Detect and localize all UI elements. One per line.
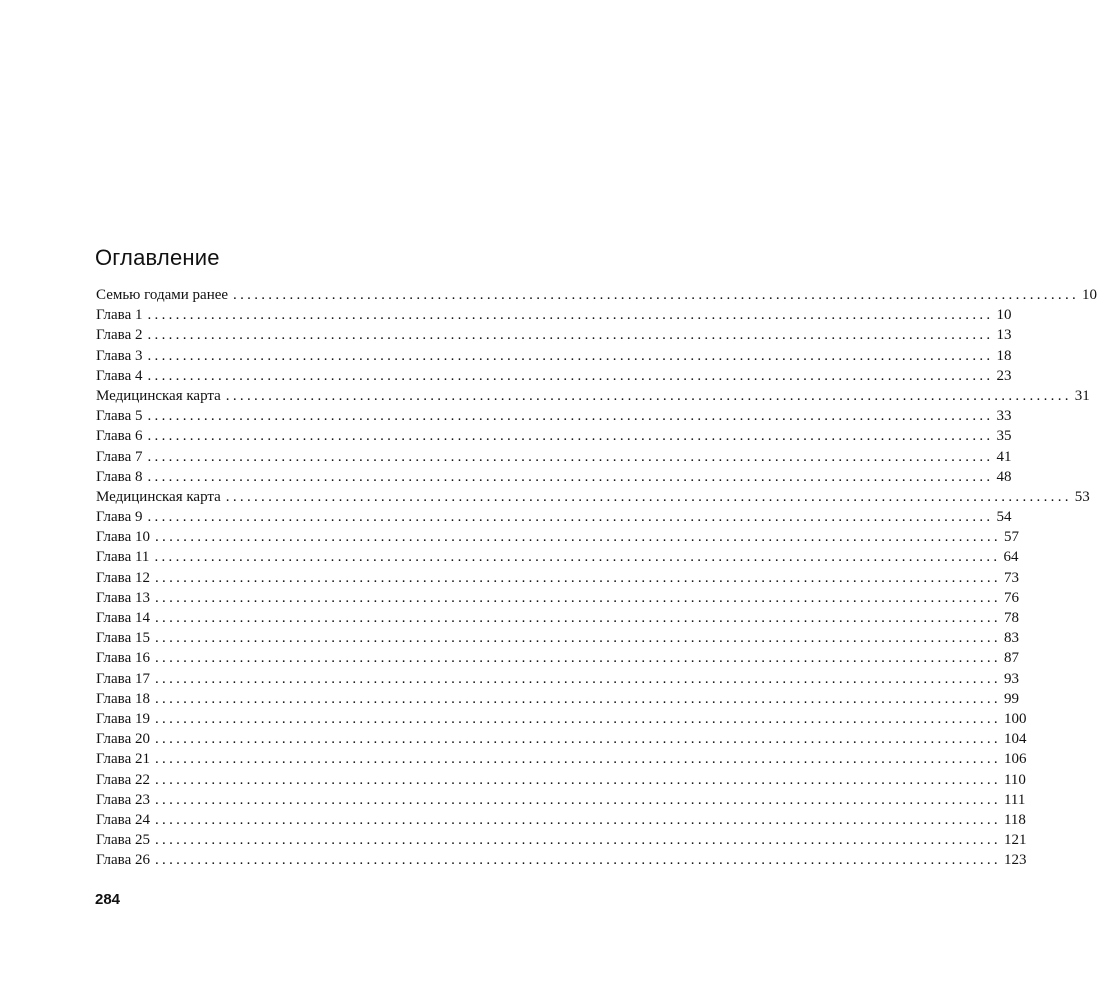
dot-leader: ........................................................................................................................ bbox=[147, 428, 994, 445]
toc-entry-label: Глава 24 bbox=[96, 811, 150, 828]
toc-entry-label: Медицинская карта bbox=[96, 488, 221, 505]
toc-entry bbox=[96, 770, 1026, 790]
toc-entry bbox=[96, 568, 1019, 588]
dot-leader: ........................................................................................................................ bbox=[154, 670, 1001, 687]
dot-leader: ........................................................................................................................ bbox=[154, 529, 1001, 546]
toc-entry-page: 87 bbox=[1003, 650, 1019, 667]
toc-entry bbox=[96, 729, 1027, 749]
toc-entry bbox=[96, 648, 1019, 668]
page-number: 284 bbox=[95, 891, 121, 908]
dot-leader: ........................................................................................................................ bbox=[225, 387, 1072, 404]
toc-entry-page: 121 bbox=[1003, 832, 1027, 849]
toc-entry-label: Глава 17 bbox=[96, 670, 150, 687]
toc-entry-page: 31 bbox=[1074, 387, 1090, 404]
toc-entry bbox=[96, 749, 1027, 769]
toc-entry bbox=[96, 608, 1019, 628]
toc-entry-label: Глава 7 bbox=[96, 448, 143, 465]
toc-entry bbox=[96, 325, 1012, 345]
toc-entry-page: 93 bbox=[1003, 670, 1019, 687]
toc-entry bbox=[96, 467, 1012, 487]
toc-entry bbox=[96, 810, 1026, 830]
dot-leader: ........................................................................................................................ bbox=[154, 589, 1001, 606]
toc-entry bbox=[96, 830, 1027, 850]
toc-entry-label: Глава 5 bbox=[96, 408, 143, 425]
dot-leader: ........................................................................................................................ bbox=[147, 367, 994, 384]
dot-leader: ........................................................................................................................ bbox=[147, 327, 994, 344]
toc-entry-page: 104 bbox=[1003, 731, 1027, 748]
toc-entry bbox=[96, 426, 1012, 446]
toc-entry-label: Глава 14 bbox=[96, 610, 150, 626]
dot-leader: ........................................................................................................................ bbox=[225, 488, 1072, 505]
toc-entry-label: Глава 21 bbox=[96, 751, 150, 768]
dot-leader: ........................................................................................................................ bbox=[147, 448, 994, 465]
toc-entry bbox=[96, 285, 1097, 305]
toc-entry-page: 100 bbox=[1003, 710, 1027, 727]
toc-entry-page: 13 bbox=[996, 327, 1012, 344]
dot-leader: ........................................................................................................................ bbox=[154, 731, 1001, 748]
dot-leader: ........................................................................................................................ bbox=[154, 751, 1001, 768]
dot-leader: ........................................................................................................................ bbox=[154, 791, 1001, 808]
toc-entry bbox=[96, 709, 1027, 729]
toc-entry-label: Глава 22 bbox=[96, 771, 150, 788]
toc-entry-page: 118 bbox=[1003, 811, 1026, 828]
toc-entry-page: 106 bbox=[1003, 751, 1027, 768]
toc-entry-label: Глава 3 bbox=[96, 347, 143, 364]
page-title: Оглавление bbox=[95, 245, 220, 270]
dot-leader: ........................................................................................................................ bbox=[147, 468, 994, 485]
dot-leader: ........................................................................................................................ bbox=[154, 852, 1001, 869]
toc-entry bbox=[96, 588, 1019, 608]
table-of-contents bbox=[96, 285, 1097, 870]
toc-entry-label: Медицинская карта bbox=[96, 387, 221, 404]
dot-leader: ........................................................................................................................ bbox=[154, 771, 1001, 788]
toc-entry-label: Глава 2 bbox=[96, 327, 143, 344]
toc-entry-label: Глава 18 bbox=[96, 690, 150, 707]
toc-entry bbox=[96, 447, 1012, 467]
dot-leader: ........................................................................................................................ bbox=[147, 408, 994, 425]
toc-entry-page: 111 bbox=[1003, 791, 1026, 808]
toc-entry-label: Глава 13 bbox=[96, 589, 150, 606]
toc-entry-page: 23 bbox=[996, 367, 1012, 384]
dot-leader: ........................................................................................................................ bbox=[154, 610, 1001, 626]
toc-entry-label: Глава 20 bbox=[96, 731, 150, 748]
toc-entry-page: 83 bbox=[1003, 630, 1019, 647]
toc-entry-page: 53 bbox=[1074, 488, 1090, 505]
toc-entry-label: Глава 6 bbox=[96, 428, 143, 445]
toc-entry-page: 123 bbox=[1003, 852, 1027, 869]
toc-entry-label: Глава 15 bbox=[96, 630, 150, 647]
dot-leader: ........................................................................................................................ bbox=[154, 832, 1001, 849]
toc-entry-page: 64 bbox=[1003, 549, 1019, 566]
toc-entry bbox=[96, 527, 1019, 547]
toc-entry-page: 54 bbox=[996, 509, 1012, 526]
toc-entry-page: 110 bbox=[1003, 771, 1026, 788]
dot-leader: ........................................................................................................................ bbox=[154, 710, 1001, 727]
toc-entry bbox=[96, 689, 1019, 709]
toc-entry-label: Глава 4 bbox=[96, 367, 143, 384]
toc-entry bbox=[96, 850, 1027, 870]
toc-entry-label: Глава 25 bbox=[96, 832, 150, 849]
toc-entry-page: 73 bbox=[1003, 569, 1019, 586]
toc-entry bbox=[96, 305, 1012, 325]
toc-entry bbox=[96, 487, 1090, 507]
toc-entry bbox=[96, 406, 1012, 426]
toc-entry bbox=[96, 507, 1012, 527]
dot-leader: ........................................................................................................................ bbox=[154, 811, 1001, 828]
toc-entry-page: 10 bbox=[1082, 287, 1097, 303]
toc-entry-page: 48 bbox=[996, 468, 1012, 485]
toc-entry-label: Глава 9 bbox=[96, 509, 143, 526]
dot-leader: ........................................................................................................................ bbox=[147, 509, 994, 526]
toc-entry-page: 78 bbox=[1003, 610, 1019, 626]
toc-entry-label: Глава 10 bbox=[96, 529, 150, 546]
toc-entry-label: Глава 26 bbox=[96, 852, 150, 869]
toc-entry-page: 33 bbox=[996, 408, 1012, 425]
toc-entry-label: Глава 23 bbox=[96, 791, 150, 808]
toc-entry-label: Глава 8 bbox=[96, 468, 143, 485]
toc-entry-page: 18 bbox=[996, 347, 1012, 364]
toc-entry-page: 35 bbox=[996, 428, 1012, 445]
toc-entry bbox=[96, 669, 1019, 689]
dot-leader: ........................................................................................................................ bbox=[233, 287, 1080, 303]
dot-leader: ........................................................................................................................ bbox=[147, 347, 994, 364]
dot-leader: ........................................................................................................................ bbox=[147, 307, 994, 324]
toc-entry bbox=[96, 346, 1012, 366]
dot-leader: ........................................................................................................................ bbox=[154, 650, 1001, 667]
toc-entry bbox=[96, 386, 1090, 406]
toc-entry-page: 76 bbox=[1003, 589, 1019, 606]
dot-leader: ........................................................................................................................ bbox=[154, 569, 1001, 586]
toc-entry-label: Глава 12 bbox=[96, 569, 150, 586]
toc-entry bbox=[96, 366, 1012, 386]
dot-leader: ........................................................................................................................ bbox=[154, 690, 1001, 707]
toc-entry bbox=[96, 790, 1026, 810]
toc-entry-page: 57 bbox=[1003, 529, 1019, 546]
dot-leader: ........................................................................................................................ bbox=[154, 549, 1001, 566]
toc-entry-label: Глава 16 bbox=[96, 650, 150, 667]
dot-leader: ........................................................................................................................ bbox=[154, 630, 1001, 647]
toc-entry-label: Глава 11 bbox=[96, 549, 150, 566]
toc-entry-label: Глава 19 bbox=[96, 710, 150, 727]
toc-entry-page: 41 bbox=[996, 448, 1012, 465]
toc-entry-page: 10 bbox=[996, 307, 1012, 324]
toc-entry-label: Семью годами ранее bbox=[96, 287, 229, 303]
toc-entry bbox=[96, 547, 1019, 567]
toc-entry bbox=[96, 628, 1019, 648]
toc-entry-page: 99 bbox=[1003, 690, 1019, 707]
toc-entry-label: Глава 1 bbox=[96, 307, 143, 324]
